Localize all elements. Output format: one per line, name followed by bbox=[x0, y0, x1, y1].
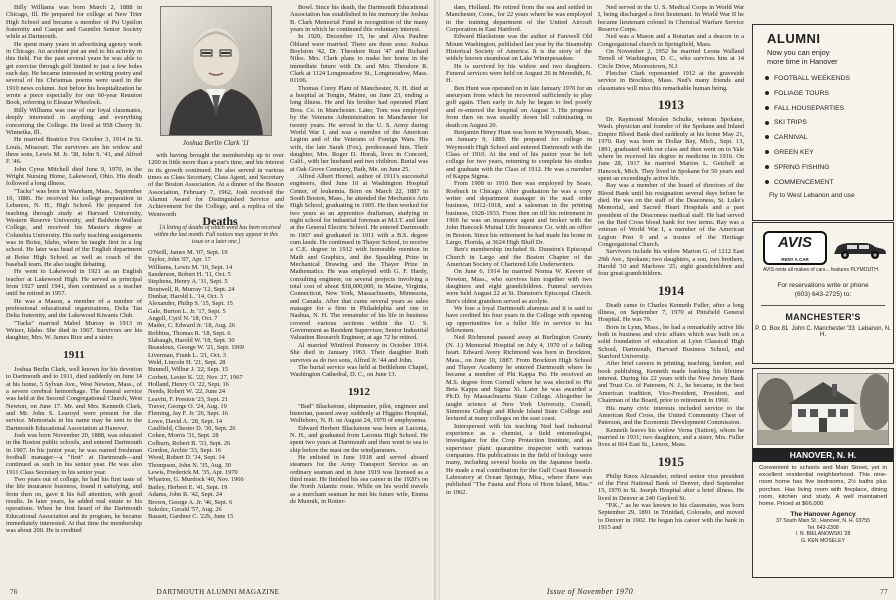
alumni-ad-list bbox=[765, 72, 893, 190]
hanover-agency-name: The Hanover Agency bbox=[790, 511, 856, 519]
article-paragraph: Death came to Charles Kenneth Fuller, after a long illness, on September 7, 1970 at Pittsfield General Hospital. He was 79. bbox=[598, 301, 744, 324]
alumni-ad-item bbox=[765, 131, 893, 146]
article-paragraph: Edward Blackstone was the author of Farewell Old Mount Washington, published last year by the Steamship Historical Society of America. It is the story of the widely known steamboat on Lake Winnipesaukee. bbox=[446, 33, 592, 63]
article-paragraph: Joshua Berlin Clark, well known for his devotion to Dartmouth and to 1911, died suddenly on June 14 at his home, 5 Sylvan Ave., West Newton, Mass., of a severe cerebral hemorrhage. The funeral service was held at the Second Congregational Church, West Newton, on June 17. Mr. and Mrs. Kenneth Clark, and Mr. John S. Learoyd were present for the service. Memorials in his name may be sent to the Dartmouth Educational Association at Hanover. bbox=[6, 365, 142, 432]
article-paragraph: After brief careers in printing, teaching, lumber, and book publishing, Kenneth made banking his lifetime interest. During his 22 years with the New Jersey Bank and Trust Co. of Paterson, N. J., he became, in the best American tradition, Vice-President, President, and Chairman of the Board, prior to retirement in 1960. bbox=[598, 360, 744, 405]
alumni-ad-item-label: GREEN KEY bbox=[774, 148, 814, 156]
article-paragraph: Billy Williams was born March 2, 1888 in Chicago, Ill. He prepared for college at New Trier High School and became a member of Psi Upsilon fraternity and Casque and Gauntlet Senior Society while at Dartmouth. bbox=[6, 4, 142, 41]
article-paragraph: "Tacks" married Mabel Murray in 1913 in Weiser, Idaho. She died in 1967. Survivors are his daughter, Mrs. W. James Rice and a sister. bbox=[6, 319, 142, 342]
death-entry: Bailey, Herbert E. '41, Sept. 19 bbox=[148, 483, 228, 491]
alumni-ad-item bbox=[765, 116, 893, 131]
death-entry: Gale, Burton L. Jr. '17, Sept. 5 bbox=[148, 307, 226, 315]
death-entry: Bassett, Gardner C. '22b, June 15 bbox=[148, 513, 234, 521]
death-entry: Williams, Lewis M. '10, Sept. 14 bbox=[148, 263, 233, 271]
col2-after-photo bbox=[148, 152, 284, 218]
divider bbox=[761, 305, 885, 306]
alumni-ad-subtitle-1: Now you can enjoy bbox=[767, 48, 830, 57]
article-paragraph: Benjamin Henry Hunt was born in Weymouth, Mass., on January 9, 1889. He prepared for college in Weymouth High School and entered Dartmouth with the Class of 1910. At the end of his junior year he left college for two years, returning to complete his studies and graduate with the Class of 1912. He was a member of Kappa Sigma. bbox=[446, 128, 592, 180]
avis-ad bbox=[752, 222, 894, 364]
hanover-agency-contact-1: I. N. BIELANOWSKI '28 bbox=[795, 531, 851, 538]
article-paragraph: Ned served in the U. S. Medical Corps in World War I, being discharged a first lieutenant. In World War II he became lieutenant colonel in Chemical Warfare Service Reserve Corps. bbox=[598, 4, 744, 34]
death-entry: Robbins, Thomas R. '18, Sept. 6 bbox=[148, 329, 231, 337]
article-paragraph: Ned was a Mason and a Rotarian and a deacon in a Congregational church in Springfield, Mass. bbox=[598, 33, 744, 48]
avis-address-left: P. O. Box 81 bbox=[755, 326, 789, 332]
death-entry: Leavitt, F. Preston '23, Sept. 21 bbox=[148, 395, 228, 403]
death-entry: Beaudoux, George W. '21, Sept. 1969 bbox=[148, 344, 244, 352]
article-paragraph: Josh was born November 20, 1888, was educated in the Boston public schools, and entered Dartmouth in 1907. In his junior year, he was named freshman football manager—a "first" at Dartmouth—and continued as such in his senior year. He was also 1911 Class Secretary in his senior year. bbox=[6, 431, 142, 476]
death-entry: Caulfield, Chester D. '30, Sept. 26 bbox=[148, 425, 236, 433]
avis-address-right: Lebanon, N. H. bbox=[820, 326, 891, 338]
col1-bottom bbox=[6, 366, 142, 535]
bullet-icon bbox=[765, 121, 769, 125]
rcol2-bottom bbox=[598, 473, 744, 532]
rcol2-top bbox=[598, 4, 744, 92]
article-paragraph: Ben's membership included St. Dunston's Episcopal Church in Largo and the Boston Chapter of the American Society of Chartered Life Underwriters. bbox=[446, 246, 592, 269]
article-paragraph: He enlisted in June 1918 and served aboard steamers for the Army Transport Service as an ordinary seaman and in June 1919 was licensed as a third mate. He finished his sea career in the 1920's on the North Atlantic route. While on his world travels as a merchant seaman he met his future wife, Emma de Munnik, in Rotter- bbox=[290, 453, 428, 505]
article-paragraph: We lose a loyal Dartmouth alumnus and it is said to have credited his four years in the College with opening up opportunities for a fuller life in service to his fellowmen. bbox=[446, 305, 592, 335]
page-number-left: 76 bbox=[10, 588, 18, 596]
death-entry: Colburn, Robert B. '33, Sept. 26 bbox=[148, 439, 231, 447]
article-paragraph: Dr. Raymond Moralee Schulte, veteran Spokane, Wash. physician and founder of the Spokane and Inland Empire Blood Bank died suddenly at his home May 21, 1970. Ray was born in Dollar Bay, Mich., Sept. 13, 1891, graduated with our class and then went on to Yale where he received his degree in medicine in 1916. On June 28, 1917 he married Marion L. Getchell at Hancock, Mich. They lived in Spokane for 50 years and spent an exceedingly active life. bbox=[598, 116, 744, 182]
avis-reservation-line-2: (603) 643-2725) to: bbox=[794, 291, 852, 298]
death-entry: Wood, Robert D. '34, Sept. 14 bbox=[148, 454, 225, 462]
death-entry: Alexander, Philip S. '15, Sept. 15 bbox=[148, 300, 233, 308]
article-paragraph: Edward Herbert Blackstone was born at Laconia, N. H., and graduated from Laconia High School. He spent two years at Dartmouth and then went to sea to ship before the mast on the windjammers. bbox=[290, 424, 428, 454]
left-page bbox=[0, 0, 436, 600]
article-paragraph: Ray was a member of the board of directors of the Blood Bank until his resignation several days before he died. He was on the staff of the Deaconess, St. Luke's Memorial, and Sacred Heart Hospitals and a past president of the Deaconess medical staff. He had served on the Red Cross blood bank for two terms. Ray was a veteran of World War I, a member of the American Legion Post 9 and a trustee of the Heritage Congregational Church. bbox=[598, 182, 744, 248]
portrait-image bbox=[161, 7, 271, 135]
col3-top bbox=[290, 4, 428, 379]
death-entry: Brown, George A. Jr. '46, Sept. 6 bbox=[148, 498, 233, 506]
article-paragraph: Billy Williams was one of our loyal classmates, deeply interested in anything and everything concerning the College. He lived at 958 Cherry St. Winnetka, Ill. bbox=[6, 106, 142, 136]
alumni-ad-item-label: FALL HOUSEPARTIES bbox=[774, 104, 845, 112]
death-entry: Taylor, John '07, Apr. 17 bbox=[148, 256, 211, 264]
death-entry: Cohen, Morris '31, Sept. 28 bbox=[148, 432, 219, 440]
death-entry: Slabaugh, Harold W. '18, Sept. 30 bbox=[148, 336, 235, 344]
article-paragraph: Fletcher Clark represented 1912 at the graveside service in Brockton, Mass. Ned's many friends and classmates will miss this remarkable human being. bbox=[598, 70, 744, 92]
alumni-ad-item bbox=[765, 72, 893, 87]
death-entry: Gordon, Archie '33, Sept. 16 bbox=[148, 447, 222, 455]
article-paragraph: He went to Lakewood in 1921 as an English teacher at Lakewood High. He served as principal from 1927 until 1941, then continued as a teacher until he retired in 1957. bbox=[6, 268, 142, 298]
alumni-ad-subtitle-2: more time in Hanover bbox=[767, 57, 838, 66]
death-entry: Mader, C. Edward Jr. '18, Aug. 26 bbox=[148, 322, 235, 330]
death-entry: Weld, Lincoln H. '21, Sept. 28 bbox=[148, 358, 226, 366]
article-paragraph: Al married Winifred Pomeroy in October 1914. She died in January 1963. Their daughter Ruth survives as do two sons, Alfred Jr. '44 and John. bbox=[290, 341, 428, 364]
article-paragraph: From 1908 to 1910 Ben was employed by Sears, Roebuck in Chicago. After graduation he was a copy writer and department manager in the mail order business, 1912-1918, and a salesman in the printing business, 1928-1933. From then on till his retirement in 1966 he was an insurance agent and broker with the John Hancock Mutual Life Insurance Co. with an office in Boston. Since his retirement he had made his home in Largo, Florida, at 3624 High Bluff Dr. bbox=[446, 180, 592, 246]
bullet-icon bbox=[765, 91, 769, 95]
rcol2-mid bbox=[598, 116, 744, 278]
section-heading-1915: 1915 bbox=[658, 453, 684, 469]
death-entry: O'Neill, James M. '07, Sept. 19 bbox=[148, 248, 228, 256]
alumni-ad-item bbox=[765, 146, 893, 161]
deaths-list bbox=[148, 249, 284, 521]
article-paragraph: He spent many years in advertising agency work in Chicago. An accident put an end to his activity in this field. For the past several years he was able to get exercise through golf limited to just a few holes each day. He became interested in writing poetry and several of his Christmas poems were used in the 1910 news column. Just before his hospitalization he wrote a piece especially for our 60-year Reunion Book, referring to Eleazar Wheelock. bbox=[6, 40, 142, 107]
deaths-note: [A listing of deaths of which word has been received within the last month. Full notices may appear in this issue or a later one.] bbox=[154, 225, 281, 246]
bullet-icon bbox=[765, 135, 769, 139]
death-entry: Fleming, Jay F. Jr. '26, Sept. 16 bbox=[148, 410, 228, 418]
col3-bottom bbox=[290, 403, 428, 506]
right-column-2 bbox=[598, 4, 744, 579]
death-entry: Boutwell, R. Murray '12, Sept. 24 bbox=[148, 285, 235, 293]
deaths-heading: Deaths bbox=[202, 214, 238, 229]
hanover-ad-heading: HANOVER, N. H. bbox=[753, 448, 893, 462]
article-paragraph: On November 2, 1952 he married Leona Walland Terrell of Washington, D. C., who survives him at 14 Circle Drive, Moorestown, N.J. bbox=[598, 48, 744, 70]
death-entry: Holland, Henry O. '22, Sept. 16 bbox=[148, 381, 229, 389]
avis-owner: John C. Manchester '33 bbox=[791, 326, 855, 332]
hanover-ad-body: Convenient to schools and Main Street, yet in excellent residential neighborhood. This nine-room home has five bedrooms, 2½ baths plus porches. Has living room with fireplace, dining room, kitchen and study. A well maintained home. Priced at $66,000. bbox=[759, 465, 887, 508]
section-heading-1911: 1911 bbox=[63, 348, 85, 361]
death-entry: Thompson, John N. '35, Aug. 30 bbox=[148, 461, 231, 469]
rcol2-mid2 bbox=[598, 302, 744, 449]
article-paragraph: Interspersed with his teaching Ned had industrial experience as a chemist, a field entomologist, investigator for the Crop Protection Institute, and as supervisor plant quarantine inspector with various companies. His publications in the field of biology were many, including several books on the Japanese beetle. He made a real contribution for the Gulf Coast Research Laboratory at Ocean Springs, Miss., where there was published "The Fauna and Flora of Horn Island, Miss." in 1962. bbox=[446, 422, 592, 496]
house-image bbox=[758, 374, 888, 444]
alumni-ad-item-label: COMMENCEMENT bbox=[774, 178, 834, 186]
alumni-ad-item bbox=[765, 102, 893, 117]
bullet-icon bbox=[765, 106, 769, 110]
hanover-realty-ad bbox=[752, 368, 894, 578]
article-paragraph: Born in Lynn, Mass., he had a remarkably active life both in business and civic affairs which was built on a solid foundation of education at Lynn Classical High School, Dartmouth, Harvard Business School, and Stanford University. bbox=[598, 323, 744, 361]
article-paragraph: He is survived by his widow and two daughters. Funeral services were held on August 26 in Meredith, N. H. bbox=[446, 62, 592, 85]
article-paragraph: Ned Richmond passed away at Burlington County (N. J.) Memorial Hospital on July 4, 1970 of a failing heart. Edward Avery Richmond was born in Brockton, Mass., on June 10, 1887. From Brockton High School and Thayer Academy he entered Dartmouth where he became a member of Phi Kappa Psi. He received an M.S. degree from Cornell where he was elected to Phi Beta Kappa and Sigma Xi. Later he was awarded a Ph.D. by Massachusetts State College. Altogether he taught science at New York University, Cornell, Simmons College and Rhode Island State College and lectured at many colleges on the east coast. bbox=[446, 334, 592, 423]
alumni-ad-item-label: CARNIVAL bbox=[774, 134, 808, 142]
death-entry: Traver, George O. '24, Aug. 19 bbox=[148, 403, 227, 411]
death-entry: Angell, Cyril N. '18, Oct. 7 bbox=[148, 314, 218, 322]
article-paragraph: John Cyrus Mitchell died June 9, 1970, in the Wright Nursing Home, Lakewood, Ohio. His death followed a long illness. bbox=[6, 165, 142, 188]
alumni-ad-item-label: SKI TRIPS bbox=[774, 119, 807, 127]
article-paragraph: "P.K.," as he was known to his classmates, was born September 29, 1891 in Trinidad, Colorado, and moved to Denver in 1902. He began his career with the bank in 1915 and bbox=[598, 501, 744, 531]
hanover-agency-address: 37 South Main St., Hanover, N. H. 03755 bbox=[775, 518, 870, 525]
alumni-ad-title: ALUMNI bbox=[767, 31, 821, 46]
avis-logo-subtext: RENT A CAR bbox=[781, 257, 809, 262]
bullet-icon bbox=[765, 150, 769, 154]
hanover-agency-phone: Tel. 643-2308 bbox=[807, 524, 839, 531]
death-entry: Lowe, David A. '28, Sept. 14 bbox=[148, 417, 223, 425]
left-column-1 bbox=[6, 4, 142, 579]
avis-logo bbox=[763, 231, 827, 265]
right-column-1 bbox=[446, 4, 592, 579]
article-paragraph: "Tacks" was born in Wareham, Mass., September 10, 1886. He received his college preparation in Lebanon, N. H., High School. He prepared for teaching through study at Harvard University, Western Reserve University, and Baldwin-Wallace College, and received his Master's degree at Columbia University. His early teaching assignments was in Boise, Idaho, where he taught first in a log school. He later was head of the English department at Boise High School as well as coach of the baseball team. He also taught debating. bbox=[6, 187, 142, 269]
alumni-ad-item-label: SPRING FISHING bbox=[774, 163, 830, 171]
article-paragraph: The burial service was held at Bethlehem Chapel, Washington Cathedral, D. C., on June 13. bbox=[290, 363, 428, 379]
article-paragraph: Ben Hunt was operated on in late January 1970 for an aneurysm from which he recovered sufficiently to play golf again. Then early in July he began to feel poorly and re-entered the hospital on August 3. His progress from then on was steadily down hill culminating in death on August 20. bbox=[446, 84, 592, 129]
alumni-ad-fly-line: Fly to West Lebanon and use bbox=[769, 192, 855, 200]
magazine-title-footer: DARTMOUTH ALUMNI MAGAZINE bbox=[156, 588, 280, 596]
alumni-ad bbox=[752, 24, 894, 221]
avis-reservation-line-1: For reservations write or phone bbox=[777, 282, 869, 289]
article-paragraph: "Bud" Blackstone, shipmaster, pilot, engineer and historian, passed away suddenly at Higgins Hospital, Wolfeboro, N. H. on August 24, 1970 of emphysema. bbox=[290, 402, 428, 425]
death-entry: Dunbar, Harold L. '14, Oct. 3 bbox=[148, 292, 223, 300]
section-heading-1912: 1912 bbox=[348, 385, 370, 398]
rcol1-content bbox=[446, 4, 592, 496]
left-column-2 bbox=[148, 4, 284, 579]
bullet-icon bbox=[765, 76, 769, 80]
death-entry: Liverman, Frank L. '21, Oct. 3 bbox=[148, 351, 226, 359]
bullet-icon bbox=[765, 180, 769, 184]
article-paragraph: On June 6, 1914 he married Norma W. Keever of Newton, Mass., who survives him together with two daughters and eight grandchildren. Funeral services were held August 22 at St. Dunston's Episcopal Church. Ben's oldest grandson served as acolyte. bbox=[446, 268, 592, 305]
death-entry: Bunnell, Wilbur J. '22, Sept. 15 bbox=[148, 366, 229, 374]
col1-top bbox=[6, 4, 142, 342]
death-entry: Sokolec, Gerald '57, Aug. 26 bbox=[148, 505, 222, 513]
alumni-ad-item bbox=[765, 87, 893, 102]
death-entry: Sanderson, Robert H. '11, Oct. 5 bbox=[148, 270, 231, 278]
alumni-ad-item bbox=[765, 161, 893, 176]
hanover-agency-contact-2: G. KEN MOSELEY bbox=[800, 538, 846, 544]
alumni-ad-item bbox=[765, 176, 893, 191]
avis-fine-print: AVIS rents all makes of cars... features PLYMOUTH. bbox=[763, 267, 880, 273]
article-paragraph: dam, Holland. He retired from the sea and settled in Manchester, Conn., for 22 years where he was employed in the training department of the United Aircraft Corporation in East Hartford. bbox=[446, 4, 592, 34]
car-icon bbox=[831, 237, 887, 261]
alumni-ad-item-label: FOOTBALL WEEKENDS bbox=[774, 75, 851, 82]
article-paragraph: His many civic interests included service to the American Red Cross, the United Community Chest of Paterson, and the Economic Development Commission. bbox=[598, 404, 744, 427]
article-paragraph: In 1920, December 15, he and Alva Pauline Öhlund were married. There are three sons: Joshua Boylston '42, Dr. Theodore Rust '47 and Richard Niles. Mrs. Clark plans to make her home in the immediate future with Dr. and Mrs. Theodore R. Clark at 1124 Longmeadow St., Longmeadow, Mass. 01106. bbox=[290, 33, 428, 85]
page-number-right: 77 bbox=[880, 588, 888, 596]
article-paragraph: He married Beatrice Fox October 3, 1914 in St. Louis, Missouri. The survivors are his widow and three sons, Lewis M. Jr. '38, John S. '41, and Alfred F. '46. bbox=[6, 136, 142, 166]
issue-footer: Issue of November 1970 bbox=[546, 587, 634, 596]
avis-dealer-name: MANCHESTER'S bbox=[785, 312, 861, 322]
portrait-photo bbox=[160, 6, 272, 136]
death-entry: Corbett, Lester K. '22, Nov. 27, 1967 bbox=[148, 373, 243, 381]
article-paragraph: with having brought the membership up to over 1200 in little more than a year's time, and his interest in its growth continued. He also served in various times as Class Secretary, Class Agent, and Secretary of the Boston Association. At a dinner of the Boston Association, February 7, 1962, Josh received the Alumni Award for Distinguished Service and Achievement for the College, and a replica of the Wentworth bbox=[148, 152, 284, 218]
article-paragraph: Two years out of college, he had his first taste of the life insurance business, found it satisfying, and from then on, gave it his full attention, with good results. In later years, he added real estate to his operations. When he first heard of the Dartmouth Educational Association and its program, he became immediately interested. At that time the membership was about 200. He is credited bbox=[6, 475, 142, 535]
section-heading-1913: 1913 bbox=[658, 97, 684, 113]
avis-owner-line bbox=[753, 326, 893, 338]
article-paragraph: Kenneth leaves his widow Verna (Sutton), whom he married in 1931; two daughters, and a sister, Mrs. Fuller lives at 664 East St., Lenox, Mass. bbox=[598, 426, 744, 449]
article-paragraph: Survivors include his widow Marion G. of 1212 East 29th Ave., Spokane; two daughters, a son, two brothers, Harold '10 and Marlowe '25; eight grandchildren and four great-grandchildren. bbox=[598, 248, 744, 278]
alumni-ad-item-label: FOLIAGE TOURS bbox=[774, 89, 829, 97]
bullet-icon bbox=[765, 165, 769, 169]
death-entry: Lewis, Frederick M. '35, Apr. 1970 bbox=[148, 469, 238, 477]
death-entry: Wharton, G. Murdock '40, Nov. 1966 bbox=[148, 476, 244, 484]
article-paragraph: Philip Knox Alexander, retired senior vice president of the First National Bank of Denver, died September 15, 1970 in St. Joseph Hospital after a brief illness. He lived in Denver at 240 Gaylord St. bbox=[598, 472, 744, 502]
avis-logo-text: AVIS bbox=[778, 234, 812, 251]
death-entry: Needs, Robert W. '22, June 24 bbox=[148, 388, 226, 396]
article-paragraph: He was a Mason, a member of a number of professional educational organizations, Delta Tau Delta fraternity, and the Lakewood Kiwanis Club. bbox=[6, 297, 142, 320]
house-photo bbox=[757, 373, 889, 445]
death-entry: Stephens, Henry A. '11, Sept. 5 bbox=[148, 278, 228, 286]
article-paragraph: Bowl. Since his death, the Dartmouth Educational Association has established in his memory the Joshua B. Clark Memorial Fund in recognition of the many years in which he continued this voluntary interest. bbox=[290, 4, 428, 34]
left-column-3 bbox=[290, 4, 428, 579]
death-entry: Adams, John R. '42, Sept. 24 bbox=[148, 491, 223, 499]
portrait-caption: Joshua Berlin Clark '11 bbox=[182, 139, 250, 147]
article-paragraph: Thomas Corey Plant of Manchester, N. H. died at a hospital at Tongin, Maine, on June 23, ending a long illness. He and his brother had operated Plant Bros. Co. in Manchester. Later, Tom was employed by the Veterans Administration in Manchester for twenty years. He served in the U. S. Army during World War I, and was a member of the American Legion and of the Veterans of Foreign Wars. His wife, the late Sarah (Fox), predeceased him. Their daughter, Mrs. Roger D. Horak, lives in Concord, Calif., with her husband and two children. Burial was at Oak Grove Cemetery, Bath, Me. on June 25. bbox=[290, 84, 428, 173]
section-heading-1914: 1914 bbox=[658, 282, 684, 298]
article-paragraph: Alfred Albert Hornel, author of 1911's successful engineers, died June 10 at Washington Hospital Center, of leukemia. Born on March 22, 1887 in South Boston, Mass., he attended the Mechanics Arts High School, graduating in 1905. He then worked for two years as an apprentice draftsman, studying in night school for industrial foreman at M.I.T. and later at the General Electric School. He entered Dartmouth in 1907 and graduated in 1911 with a B.S. degree cum laude. He continued in Thayer School, to receive a C.E. degree in 1912 with honorable mention in Math and Graphics, and the Spaulding Prize in Mechanical Drawing and the Thayer Prize in Mathematics. He was employed with G. F. Hardy, consulting engineer, on several projects involving a total cost of about $18,000,000, in Maine, Virginia, Connecticut, New York, Massachusetts, Minnesota, and Canada. After that came several years as sales manager for a firm in Philadelphia and one in Nashua, N. H. The remainder of his life in business covered various sections within the U. S. Government as Resident Supervisor, Senior Industrial Valuation Research Engineer, at age 72 he retired. bbox=[290, 172, 428, 342]
